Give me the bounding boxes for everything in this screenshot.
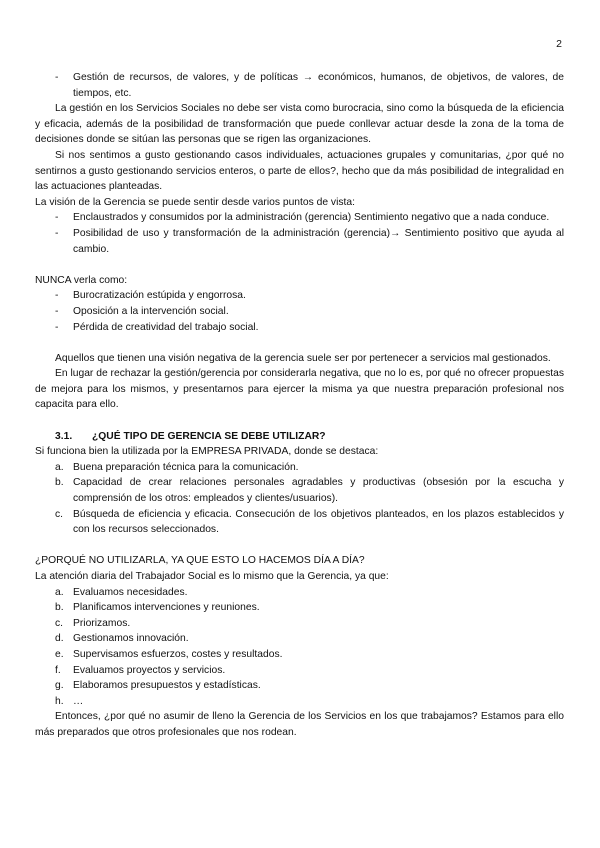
list-marker: c. xyxy=(55,617,64,629)
list-item: - Enclaustrados y consumidos por la administración (gerencia) Sentimiento negativo que a nada conduce. xyxy=(35,210,564,226)
list-marker: g. xyxy=(55,680,64,692)
top-list xyxy=(35,70,564,101)
section-number: 3.1. xyxy=(55,430,73,442)
page-number: 2 xyxy=(556,38,562,50)
list-item xyxy=(35,585,564,601)
list-marker: a. xyxy=(55,461,64,473)
paragraph-vision-negativa: Aquellos que tienen una visión negativa de la gerencia suele ser por pertenecer a servicios mal gestionados. xyxy=(55,352,551,364)
paragraph-closing: Entonces, ¿por qué no asumir de lleno la Gerencia de los Servicios en los que trabajamos? Estamos para ello más preparados que otros profesionales que nos rodean. xyxy=(35,711,564,738)
list-item-text: Planificamos intervenciones y reuniones. xyxy=(73,602,260,614)
list-item xyxy=(35,507,564,538)
list-item: - Pérdida de creatividad del trabajo social. xyxy=(35,320,564,336)
list-item xyxy=(35,616,564,632)
list-item: - Burocratización estúpida y engorrosa. xyxy=(35,288,564,304)
list-marker: c. xyxy=(55,508,64,520)
list-item: - Oposición a la intervención social. xyxy=(35,304,564,320)
list-item xyxy=(35,460,564,476)
vision-intro: La visión de la Gerencia se puede sentir desde varios puntos de vista: xyxy=(35,196,355,208)
list-item: - Gestión de recursos, de valores, y de políticas → económicos, humanos, de objetivos, de valores, de tiempos, etc. xyxy=(35,70,564,101)
list-item-text: Elaboramos presupuestos y estadísticas. xyxy=(73,680,261,692)
vision-list xyxy=(35,210,564,257)
nunca-list xyxy=(35,288,564,335)
list-item-text: Búsqueda de eficiencia y eficacia. Consecución de los objetivos planteados, en los plazos establecidos y con los recursos seleccionados. xyxy=(73,508,564,536)
atencion-list xyxy=(35,585,564,710)
paragraph-gestion: La gestión en los Servicios Sociales no debe ser vista como burocracia, sino como la búsqueda de la eficiencia y eficacia, además de la posibilidad de transformación que puede conllevar actuar desde la zona de la toma de decisiones donde se sitúan las personas que se rigen las organizaciones. xyxy=(35,103,564,146)
list-marker: f. xyxy=(55,664,61,676)
list-item xyxy=(35,631,564,647)
list-marker: d. xyxy=(55,633,64,645)
paragraph-rechazar: En lugar de rechazar la gestión/gerencia por considerarla negativa, que no lo es, por qué no ofrecer propuestas de mejora para los mismos, y presentarnos para ejercer la misma ya que nuestra preparación profesional nos capacita para ello. xyxy=(35,368,564,411)
empresa-intro: Si funciona bien la utilizada por la EMPRESA PRIVADA, donde se destaca: xyxy=(35,446,379,458)
list-item-text: Gestionamos innovación. xyxy=(73,633,189,645)
empresa-list xyxy=(35,460,564,538)
list-item xyxy=(35,647,564,663)
list-item-text: Buena preparación técnica para la comunicación. xyxy=(73,461,299,473)
list-marker: e. xyxy=(55,648,64,660)
list-marker: h. xyxy=(55,695,64,707)
list-item xyxy=(35,600,564,616)
atencion-intro: La atención diaria del Trabajador Social es lo mismo que la Gerencia, ya que: xyxy=(35,571,389,582)
list-item-text: Priorizamos. xyxy=(73,617,131,629)
section-title: ¿QUÉ TIPO DE GERENCIA SE DEBE UTILIZAR? xyxy=(92,430,326,442)
nunca-intro: NUNCA verla como: xyxy=(35,274,128,286)
list-item-text: Supervisamos esfuerzos, costes y resultados. xyxy=(73,648,283,660)
list-item-text: Capacidad de crear relaciones personales agradables y productivas (obsesión por la escucha y comprensión de los otros: empleados y clientes/usuarios). xyxy=(73,477,564,505)
list-item: - Posibilidad de uso y transformación de la administración (gerencia)→ Sentimiento positivo que ayuda al cambio. xyxy=(35,226,564,257)
list-marker: b. xyxy=(55,602,64,614)
list-marker: a. xyxy=(55,586,64,598)
document-body xyxy=(35,70,564,741)
list-marker: b. xyxy=(55,477,64,489)
section-heading xyxy=(35,429,564,445)
list-item xyxy=(35,663,564,679)
list-item-text: Evaluamos proyectos y servicios. xyxy=(73,664,226,676)
paragraph-sentimos: Si nos sentimos a gusto gestionando casos individuales, actuaciones grupales y comunitarias, ¿por qué no sentirnos a gusto gestionando servicios enteros, o parte de ellos?, hecho que da más posibilidad de integralidad en las actuaciones planteadas. xyxy=(35,149,564,193)
list-item xyxy=(35,475,564,506)
list-item-text: Evaluamos necesidades. xyxy=(73,586,188,598)
list-item xyxy=(35,678,564,694)
list-item xyxy=(35,694,564,710)
list-item-text: … xyxy=(73,695,84,707)
question-heading: ¿PORQUÉ NO UTILIZARLA, YA QUE ESTO LO HACEMOS DÍA A DÍA? xyxy=(35,555,365,567)
